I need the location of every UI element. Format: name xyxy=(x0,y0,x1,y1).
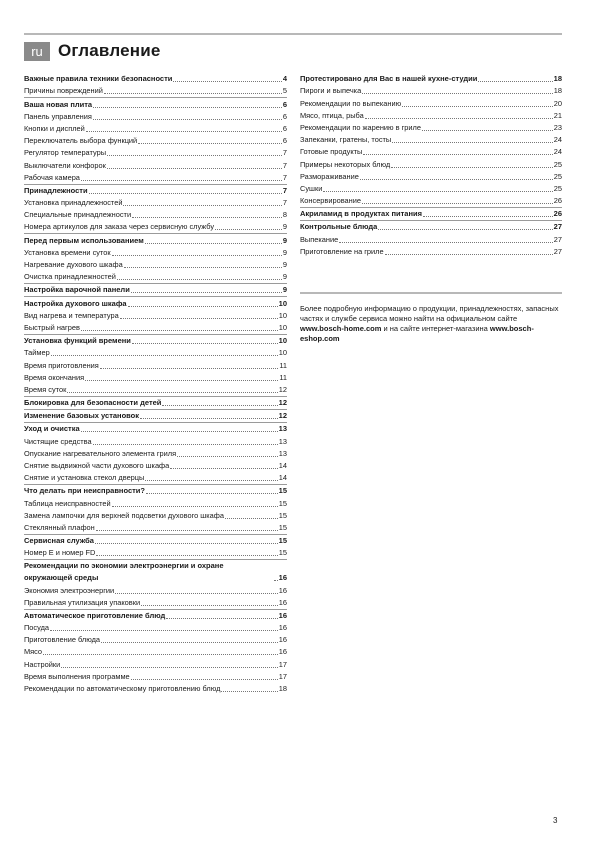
toc-entry-title: Стеклянный плафон xyxy=(24,522,95,532)
leader-dots xyxy=(131,679,278,680)
toc-entry-title: Сушки xyxy=(300,183,323,193)
leader-dots xyxy=(128,306,278,307)
toc-entry-title: Выключатели конфорок xyxy=(24,160,106,170)
leader-dots xyxy=(225,518,278,519)
toc-entry[interactable] xyxy=(24,247,287,259)
toc-entry-title: Установка принадлежностей xyxy=(24,198,123,208)
info-note xyxy=(300,292,562,344)
toc-entry-page: 7 xyxy=(282,172,287,182)
toc-entry[interactable] xyxy=(24,123,287,135)
toc-entry-page: 16 xyxy=(278,597,287,607)
leader-dots xyxy=(132,217,282,218)
toc-entry-page: 6 xyxy=(282,136,287,146)
leader-dots xyxy=(124,267,282,268)
toc-entry-title: Экономия электроэнергии xyxy=(24,585,115,595)
toc-entry-page: 27 xyxy=(553,246,562,256)
leader-dots xyxy=(402,106,553,107)
toc-entry[interactable] xyxy=(24,197,287,209)
toc-entry-title: Установка функций времени xyxy=(24,336,131,346)
toc-entry[interactable] xyxy=(24,584,287,596)
toc-right-column xyxy=(300,73,562,258)
leader-dots xyxy=(145,480,277,481)
toc-entry-title: Выпекание xyxy=(300,234,339,244)
toc-entry[interactable] xyxy=(24,233,287,246)
toc-entry[interactable] xyxy=(24,671,287,683)
toc-entry-page: 6 xyxy=(282,99,287,109)
toc-entry-title: Нагревание духового шкафа xyxy=(24,260,123,269)
toc-entry-title: Панель управления xyxy=(24,111,92,121)
toc-entry[interactable] xyxy=(300,233,562,245)
leader-dots xyxy=(123,205,281,206)
toc-entry[interactable] xyxy=(24,460,287,472)
leader-dots xyxy=(93,444,278,445)
toc-entry-title: Настройки xyxy=(24,659,61,669)
toc-entry-page: 12 xyxy=(278,411,287,421)
toc-entry-page: 21 xyxy=(553,110,562,120)
toc-entry-page: 25 xyxy=(553,183,562,193)
toc-entry-title: Запеканки, гратены, тосты xyxy=(300,135,392,145)
leader-dots xyxy=(104,93,282,94)
toc-entry-title: Переключатель выбора функций xyxy=(24,136,138,146)
leader-dots xyxy=(43,654,278,655)
toc-entry-page: 18 xyxy=(278,684,287,693)
toc-entry[interactable] xyxy=(300,110,562,122)
leader-dots xyxy=(138,143,282,144)
toc-entry-title: Установка времени суток xyxy=(24,247,111,257)
toc-entry[interactable] xyxy=(24,111,287,123)
leader-dots xyxy=(81,180,282,181)
toc-entry[interactable] xyxy=(24,422,287,435)
toc-entry[interactable] xyxy=(300,146,562,158)
toc-entry-title: Ваша новая плита xyxy=(24,99,93,109)
page-number: 3 xyxy=(553,816,558,825)
toc-entry[interactable] xyxy=(24,85,287,97)
leader-dots xyxy=(140,418,278,419)
toc-entry-page: 11 xyxy=(279,372,287,382)
toc-entry-page: 15 xyxy=(278,548,287,558)
leader-dots xyxy=(173,81,281,82)
leader-dots xyxy=(50,630,278,631)
toc-entry-title: Регулятор температуры xyxy=(24,148,106,158)
toc-entry-title: Таблица неисправностей xyxy=(24,498,111,508)
toc-entry[interactable] xyxy=(24,634,287,646)
toc-entry[interactable] xyxy=(300,183,562,195)
toc-entry[interactable] xyxy=(300,158,562,170)
toc-entry-title: Рекомендации по экономии электроэнергии и охране окружающей среды xyxy=(24,561,224,583)
toc-entry-page: 27 xyxy=(553,222,562,232)
toc-entry-page: 4 xyxy=(282,74,287,84)
toc-entry-page: 27 xyxy=(553,234,562,244)
leader-dots xyxy=(93,107,282,108)
top-rule xyxy=(24,33,562,35)
toc-entry-title: Пироги и выпечка xyxy=(300,86,362,96)
toc-entry-title: Готовые продукты xyxy=(300,147,363,157)
toc-entry[interactable] xyxy=(300,85,562,97)
toc-entry-page: 7 xyxy=(282,148,287,158)
leader-dots xyxy=(162,405,277,406)
toc-entry-page: 16 xyxy=(278,647,287,657)
toc-entry-title: Рабочая камера xyxy=(24,172,80,182)
toc-entry[interactable] xyxy=(24,484,287,497)
toc-entry-page: 14 xyxy=(278,461,287,470)
toc-entry-title: Номер E и номер FD xyxy=(24,548,96,558)
leader-dots xyxy=(385,254,553,255)
leader-dots xyxy=(61,667,278,668)
leader-dots xyxy=(100,368,279,369)
toc-entry-page: 26 xyxy=(553,196,562,206)
toc-entry-page: 10 xyxy=(278,322,287,332)
leader-dots xyxy=(423,216,553,217)
toc-entry[interactable] xyxy=(24,409,287,422)
toc-entry-page: 7 xyxy=(282,185,287,195)
toc-entry-title: Блокировка для безопасности детей xyxy=(24,398,162,408)
leader-dots xyxy=(323,191,552,192)
toc-entry-page: 10 xyxy=(278,336,287,346)
toc-entry-title: Кнопки и дисплей xyxy=(24,123,85,133)
leader-dots xyxy=(112,255,282,256)
leader-dots xyxy=(51,355,278,356)
toc-entry-page: 9 xyxy=(282,222,287,232)
toc-entry-title: Приготовление на гриле xyxy=(300,246,384,256)
leader-dots xyxy=(117,279,282,280)
leader-dots xyxy=(81,431,278,432)
toc-entry-title: Акриламид в продуктах питания xyxy=(300,209,422,219)
toc-entry[interactable] xyxy=(300,195,562,207)
toc-entry-page: 24 xyxy=(553,135,562,145)
toc-entry-title: Автоматическое приготовление блюд xyxy=(24,610,166,620)
leader-dots xyxy=(392,142,553,143)
toc-entry-title: Важные правила техники безопасности xyxy=(24,74,173,84)
toc-entry-page: 10 xyxy=(278,298,287,308)
toc-entry-page: 8 xyxy=(282,210,287,220)
toc-entry-page: 9 xyxy=(282,235,287,245)
toc-entry-page: 16 xyxy=(278,635,287,645)
toc-entry-page: 13 xyxy=(278,424,287,434)
toc-entry[interactable] xyxy=(24,622,287,634)
toc-entry-page: 20 xyxy=(553,98,562,108)
toc-entry[interactable] xyxy=(24,97,287,110)
language-badge: ru xyxy=(24,42,50,61)
toc-entry-page: 15 xyxy=(278,498,287,508)
leader-dots xyxy=(86,131,282,132)
toc-entry-page: 10 xyxy=(278,348,287,358)
leader-dots xyxy=(378,229,552,230)
page-title: Оглавление xyxy=(58,41,161,60)
toc-entry-page: 18 xyxy=(553,74,562,84)
note-text-1: Более подробную информацию о продукции, принадлежностях, запасных частях и службе сервиса можно найти на официальном сайте xyxy=(300,304,559,323)
toc-entry-page: 9 xyxy=(282,247,287,257)
toc-entry-title: Что делать при неисправности? xyxy=(24,486,145,496)
leader-dots xyxy=(107,155,282,156)
leader-dots xyxy=(95,543,278,544)
toc-entry[interactable] xyxy=(24,597,287,609)
toc-entry-title: Приготовление блюда xyxy=(24,635,101,645)
toc-entry-title: Изменение базовых установок xyxy=(24,411,139,421)
toc-entry[interactable] xyxy=(300,220,562,233)
leader-dots xyxy=(132,343,278,344)
toc-entry-title: Время выполнения программе xyxy=(24,671,130,681)
toc-entry[interactable] xyxy=(24,497,287,509)
leader-dots xyxy=(120,318,278,319)
toc-entry[interactable] xyxy=(24,221,287,233)
toc-entry-page: 9 xyxy=(282,285,287,295)
toc-entry[interactable] xyxy=(24,296,287,309)
toc-entry-title: Чистящие средства xyxy=(24,436,92,446)
toc-entry-page: 16 xyxy=(278,573,287,583)
toc-entry-title: Мясо, птица, рыба xyxy=(300,110,364,120)
toc-entry-title: Время приготовления xyxy=(24,360,99,370)
toc-entry-page: 16 xyxy=(278,610,287,620)
toc-entry[interactable] xyxy=(24,347,287,359)
toc-entry-page: 14 xyxy=(278,473,287,483)
toc-entry-title: Очистка принадлежностей xyxy=(24,272,116,282)
leader-dots xyxy=(274,580,278,581)
toc-entry-page: 11 xyxy=(279,360,287,370)
toc-entry[interactable] xyxy=(24,135,287,147)
toc-entry-page: 18 xyxy=(553,86,562,96)
toc-entry-title: Перед первым использованием xyxy=(24,235,144,245)
toc-entry-title: Мясо xyxy=(24,647,43,657)
toc-entry[interactable] xyxy=(24,73,287,85)
toc-entry-page: 6 xyxy=(282,111,287,121)
toc-entry[interactable] xyxy=(24,359,287,371)
toc-entry-page: 23 xyxy=(553,122,562,132)
toc-entry-title: Время суток xyxy=(24,384,67,394)
toc-entry-title: Настройка духового шкафа xyxy=(24,298,127,308)
leader-dots xyxy=(478,81,552,82)
toc-entry[interactable] xyxy=(300,134,562,146)
toc-entry[interactable] xyxy=(24,396,287,409)
leader-dots xyxy=(422,130,553,131)
leader-dots xyxy=(141,605,278,606)
toc-entry-page: 10 xyxy=(278,310,287,320)
toc-entry-page: 17 xyxy=(278,659,287,669)
toc-entry-page: 17 xyxy=(278,671,287,681)
leader-dots xyxy=(67,392,277,393)
leader-dots xyxy=(96,530,278,531)
toc-entry[interactable] xyxy=(300,97,562,109)
leader-dots xyxy=(115,593,278,594)
toc-entry[interactable] xyxy=(24,472,287,484)
toc-entry[interactable] xyxy=(24,322,287,334)
toc-entry-title: Уход и очистка xyxy=(24,424,80,434)
toc-entry[interactable] xyxy=(24,334,287,347)
toc-entry[interactable] xyxy=(24,172,287,184)
toc-entry[interactable] xyxy=(24,609,287,622)
toc-entry-title: Номера артикулов для заказа через сервисную службу xyxy=(24,222,215,232)
toc-entry[interactable] xyxy=(24,283,287,296)
toc-entry-page: 24 xyxy=(553,147,562,157)
toc-entry-title: Опускание нагревательного элемента гриля xyxy=(24,448,177,458)
leader-dots xyxy=(166,618,277,619)
toc-entry[interactable] xyxy=(24,448,287,460)
toc-entry-title: Время окончания xyxy=(24,372,85,382)
leader-dots xyxy=(215,229,282,230)
toc-entry-title: Размораживание xyxy=(300,171,359,181)
toc-entry-page: 12 xyxy=(278,398,287,408)
leader-dots xyxy=(107,168,282,169)
toc-entry-title: Настройка варочной панели xyxy=(24,285,130,295)
toc-entry-title: Снятие выдвижной части духового шкафа xyxy=(24,461,170,470)
toc-entry-title: Принадлежности xyxy=(24,185,88,195)
toc-entry-title: Посуда xyxy=(24,623,49,633)
toc-entry[interactable] xyxy=(24,646,287,658)
leader-dots xyxy=(362,93,553,94)
toc-entry-page: 16 xyxy=(278,623,287,633)
toc-entry[interactable] xyxy=(24,259,287,271)
toc-entry-title: Снятие и установка стекол дверцы xyxy=(24,473,145,483)
leader-dots xyxy=(177,456,278,457)
toc-entry-page: 25 xyxy=(553,171,562,181)
toc-entry-page: 9 xyxy=(282,272,287,282)
toc-entry[interactable] xyxy=(24,658,287,670)
toc-entry[interactable] xyxy=(24,384,287,396)
toc-entry[interactable] xyxy=(24,547,287,559)
toc-entry[interactable] xyxy=(24,159,287,171)
leader-dots xyxy=(363,154,552,155)
toc-entry-page: 25 xyxy=(553,159,562,169)
toc-entry-title: Замена лампочки для верхней подсветки духового шкафа xyxy=(24,510,224,520)
toc-entry-title: Рекомендации по жарению в гриле xyxy=(300,122,421,132)
leader-dots xyxy=(362,203,553,204)
leader-dots xyxy=(93,119,282,120)
toc-entry-page: 7 xyxy=(282,198,287,208)
eshop-link[interactable]: www.bosch-eshop.com xyxy=(300,324,534,343)
toc-entry[interactable] xyxy=(24,435,287,447)
toc-entry-title: Контрольные блюда xyxy=(300,222,378,232)
toc-entry-page: 26 xyxy=(553,209,562,219)
toc-entry[interactable] xyxy=(24,271,287,283)
toc-entry[interactable] xyxy=(300,207,562,220)
toc-entry-page: 7 xyxy=(282,160,287,170)
leader-dots xyxy=(360,179,553,180)
leader-dots xyxy=(89,193,282,194)
leader-dots xyxy=(221,691,277,692)
toc-entry-page: 15 xyxy=(278,522,287,532)
leader-dots xyxy=(146,493,278,494)
toc-entry[interactable] xyxy=(300,122,562,134)
toc-entry-page: 6 xyxy=(282,123,287,133)
toc-entry[interactable] xyxy=(24,683,287,695)
page-header xyxy=(24,40,161,62)
toc-entry[interactable] xyxy=(24,209,287,221)
toc-entry[interactable] xyxy=(300,171,562,183)
toc-entry[interactable] xyxy=(24,522,287,534)
toc-entry[interactable] xyxy=(24,534,287,547)
toc-entry-page: 13 xyxy=(278,448,287,458)
toc-entry-page: 5 xyxy=(282,86,287,96)
toc-entry[interactable] xyxy=(24,510,287,522)
leader-dots xyxy=(85,380,278,381)
leader-dots xyxy=(101,642,278,643)
toc-entry[interactable] xyxy=(24,184,287,197)
toc-entry[interactable] xyxy=(24,559,287,584)
toc-entry-title: Сервисная служба xyxy=(24,536,94,546)
toc-entry-title: Протестировано для Вас в нашей кухне-студии xyxy=(300,74,478,84)
leader-dots xyxy=(131,292,282,293)
toc-entry-title: Причины повреждений xyxy=(24,86,103,96)
toc-entry-page: 15 xyxy=(278,536,287,546)
toc-entry-page: 16 xyxy=(278,585,287,595)
toc-entry-title: Таймер xyxy=(24,348,50,358)
toc-entry-page: 15 xyxy=(278,486,287,496)
toc-left-column xyxy=(24,73,287,695)
toc-entry-page: 9 xyxy=(282,260,287,269)
toc-entry-title: Вид нагрева и температура xyxy=(24,310,119,320)
toc-entry-title: Правильная утилизация упаковки xyxy=(24,597,141,607)
toc-entry-page: 15 xyxy=(278,510,287,520)
toc-entry-title: Примеры некоторых блюд xyxy=(300,159,391,169)
toc-entry-title: Специальные принадлежности xyxy=(24,210,132,220)
toc-entry-title: Рекомендации по выпеканию xyxy=(300,98,402,108)
leader-dots xyxy=(365,118,553,119)
leader-dots xyxy=(81,330,278,331)
leader-dots xyxy=(112,506,278,507)
toc-entry-title: Быстрый нагрев xyxy=(24,322,80,332)
leader-dots xyxy=(391,167,553,168)
toc-entry-page: 13 xyxy=(278,436,287,446)
note-text-2: и на сайте интернет-магазина xyxy=(381,324,490,333)
toc-entry[interactable] xyxy=(300,246,562,258)
toc-entry[interactable] xyxy=(24,310,287,322)
leader-dots xyxy=(339,242,553,243)
toc-entry[interactable] xyxy=(24,147,287,159)
toc-entry-title: Консервирование xyxy=(300,196,361,206)
leader-dots xyxy=(96,555,277,556)
leader-dots xyxy=(145,243,282,244)
toc-entry-title: Рекомендации по автоматическому приготовлению блюд xyxy=(24,684,221,693)
toc-entry-page: 12 xyxy=(278,384,287,394)
toc-entry[interactable] xyxy=(300,73,562,85)
leader-dots xyxy=(170,468,278,469)
toc-entry[interactable] xyxy=(24,372,287,384)
website-link[interactable]: www.bosch-home.com xyxy=(300,324,382,333)
